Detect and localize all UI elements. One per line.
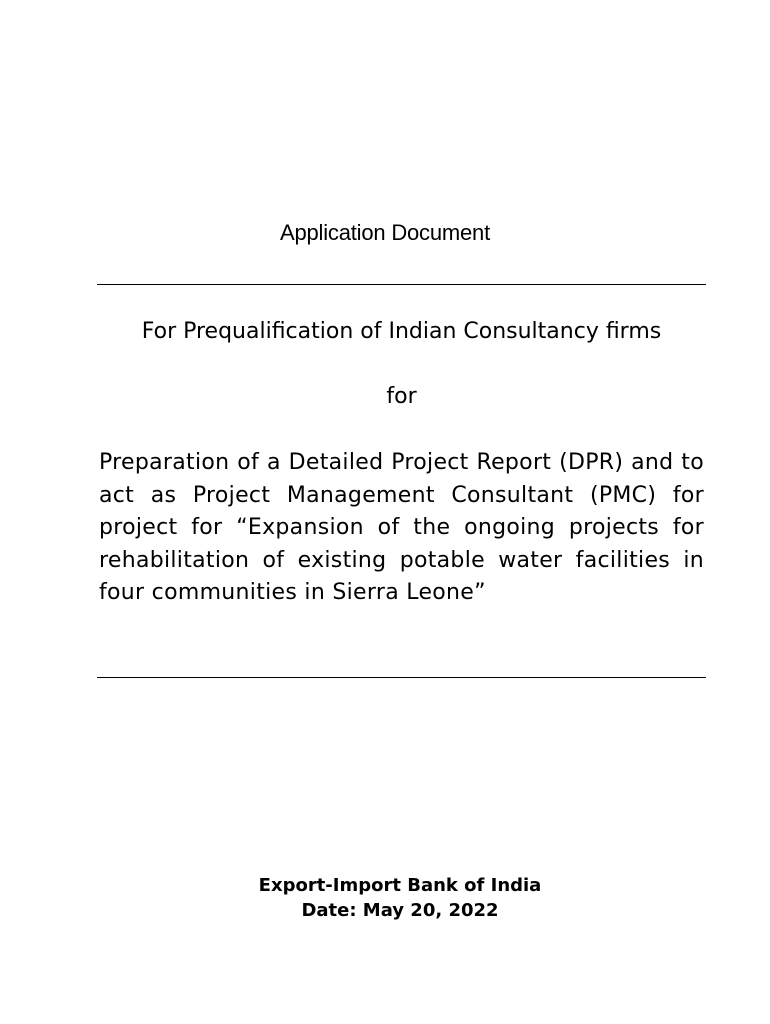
document-date: Date: May 20, 2022 — [301, 900, 499, 921]
connector-text: for — [386, 384, 417, 409]
issuer-name: Export-Import Bank of India — [258, 875, 542, 896]
document-title: Application Document — [279, 220, 490, 245]
top-divider — [97, 284, 706, 285]
prequalification-subtitle: For Prequalification of Indian Consultancy firms — [141, 319, 662, 344]
bottom-divider — [97, 677, 706, 678]
project-description: Preparation of a Detailed Project Report (DPR) and to act as Project Management Consultant (PMC) for project for “Expansion of the ongoing projects for rehabilitation of existing potable water facilities in four communities in Sierra Leone” — [99, 450, 704, 606]
